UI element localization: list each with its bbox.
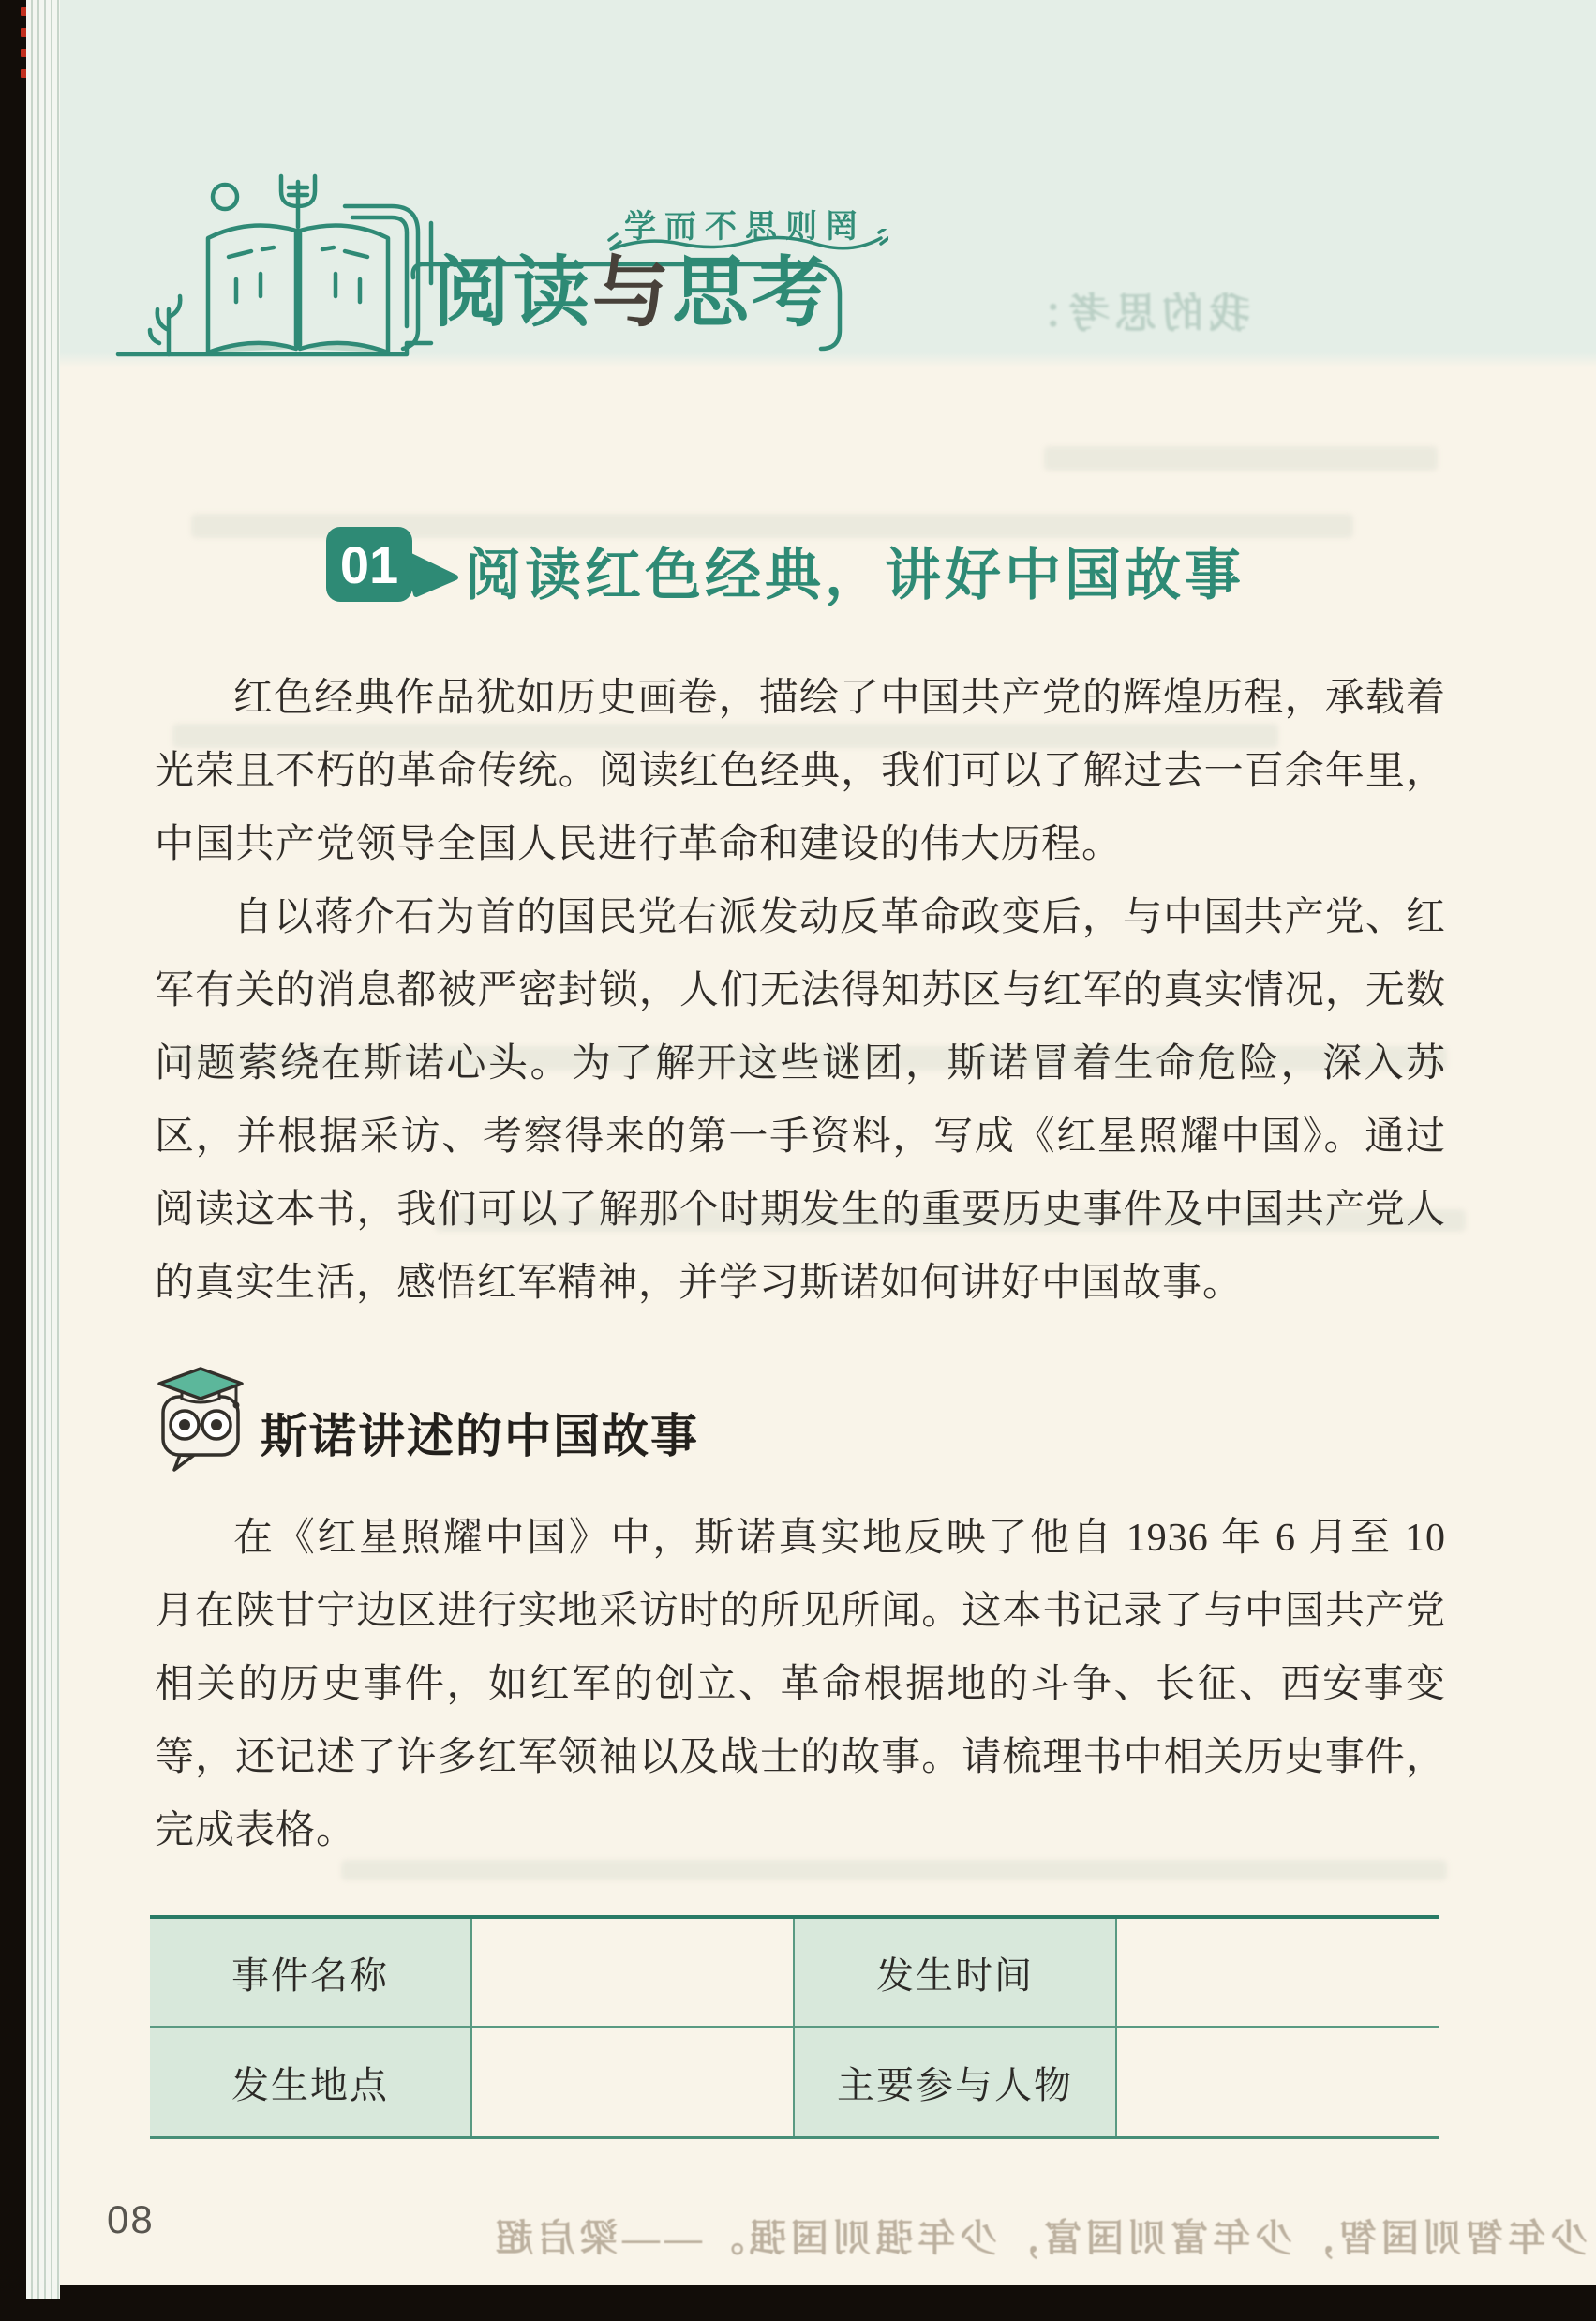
section-number-badge: 01 bbox=[326, 527, 412, 602]
table-answer-cell bbox=[472, 1919, 795, 2028]
table-header-participants: 主要参与人物 bbox=[795, 2028, 1117, 2136]
table-header-event-name: 事件名称 bbox=[150, 1919, 472, 2028]
bleed-text-bottom: 少年智则国智，少年富则国富，少年强则国强。——梁启超 bbox=[491, 2217, 1588, 2259]
bleed-smudge bbox=[1044, 446, 1438, 471]
intro-paragraph-2: 自以蒋介石为首的国民党右派发动反革命政变后，与中国共产党、红军有关的消息都被严密封锁，人们无法得知苏区与红军的真实情况，无数问题萦绕在斯诺心头。为了解开这些谜团，斯诺冒着生命危险，深入苏区，并根据采访、考察得来的第一手资料，写成《红星照耀中国》。通过阅读这本书，我们可以了解那个时期发生的重要历史事件及中国共产党人的真实生活，感悟红军精神，并学习斯诺如何讲好中国故事。 bbox=[155, 896, 1446, 1305]
title-part-reading: 阅读 bbox=[433, 250, 593, 336]
page-title bbox=[433, 250, 832, 336]
subsection-paragraph: 在《红星照耀中国》中，斯诺真实地反映了他自 1936 年 6 月至 10 月在陕甘宁边区进行实地采访时的所见所闻。这本书记录了与中国共产党相关的历史事件，如红军的创立、革命根据地的斗争、长征、西安事变等，还记述了许多红军领袖以及战士的故事。请梳理书中相关历史事件，完成表格。 bbox=[155, 1517, 1446, 1852]
title-part-thinking: 思考 bbox=[672, 250, 832, 336]
history-events-table bbox=[150, 1915, 1439, 2139]
intro-paragraphs bbox=[155, 662, 1446, 1320]
table-header-event-time: 发生时间 bbox=[795, 1919, 1117, 2028]
stacked-page-edges bbox=[26, 0, 60, 2299]
header-motto: 学而不思则罔 bbox=[624, 209, 866, 245]
title-part-and: 与 bbox=[592, 250, 673, 336]
page-number: 08 bbox=[107, 2197, 155, 2241]
subsection-title: 斯诺讲述的中国故事 bbox=[261, 1410, 699, 1462]
table-header-event-place: 发生地点 bbox=[150, 2028, 472, 2136]
owl-graduate-icon bbox=[156, 1367, 246, 1472]
table-answer-cell bbox=[472, 2028, 795, 2136]
section-badge-tail bbox=[403, 549, 461, 600]
bleed-text-top-right: 我的思考： bbox=[1016, 291, 1250, 337]
intro-paragraph-1: 红色经典作品犹如历史画卷，描绘了中国共产党的辉煌历程，承载着光荣且不朽的革命传统。阅读红色经典，我们可以了解过去一百余年里，中国共产党领导全国人民进行革命和建设的伟大历程。 bbox=[155, 677, 1446, 866]
subsection-paragraphs bbox=[155, 1502, 1446, 1867]
table-answer-cell bbox=[1117, 1919, 1439, 2028]
page bbox=[60, 0, 1596, 2285]
open-book-with-sprout-icon bbox=[109, 169, 455, 366]
section-title: 阅读红色经典，讲好中国故事 bbox=[465, 544, 1245, 606]
table-answer-cell bbox=[1117, 2028, 1439, 2136]
